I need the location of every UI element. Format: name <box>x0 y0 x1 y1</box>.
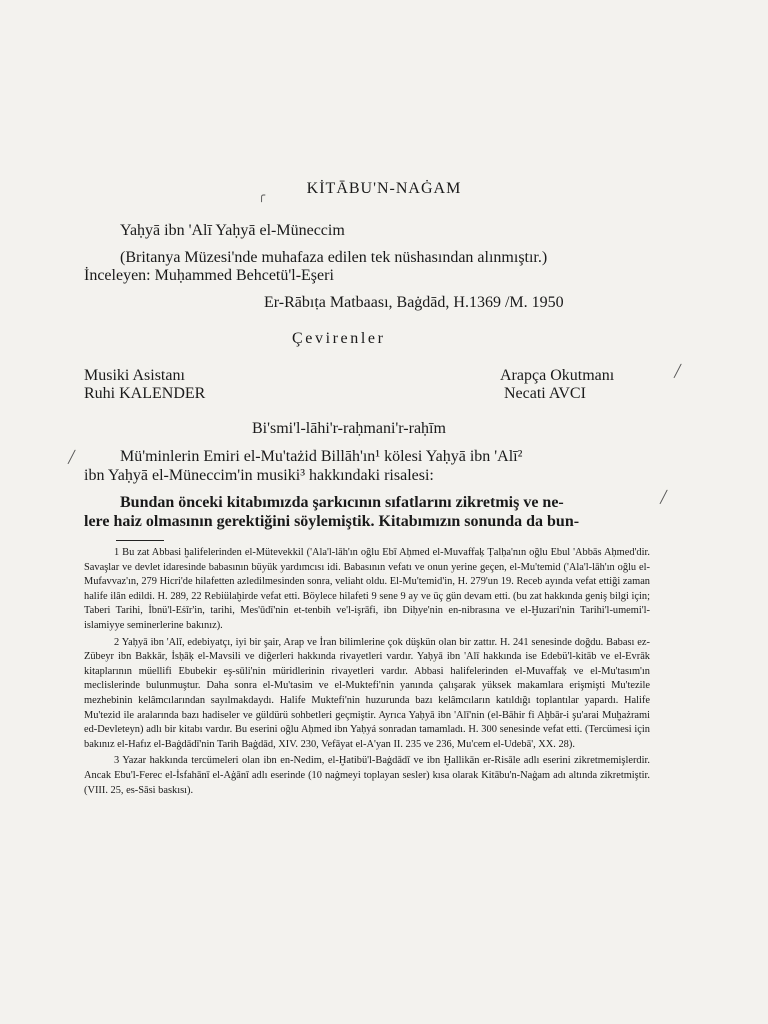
body-line-3: Bundan önceki kitabımızda şarkıcının sıfatlarını zikretmiş ve ne- <box>120 494 564 511</box>
translator-left-role: Musiki Asistanı <box>84 367 185 384</box>
basmala: Bi'smi'l-lāhi'r-raḥmani'r-raḥīm <box>252 420 446 437</box>
translator-right-name: Necati AVCI <box>504 385 586 402</box>
body-line-2: ibn Yaḥyā el-Müneccim'in musiki³ hakkındaki risalesi: <box>84 467 434 484</box>
publisher-line: Er-Rābıṭa Matbaası, Baġdād, H.1369 /M. 1950 <box>264 294 564 311</box>
pencil-mark: ╱ <box>674 364 682 378</box>
source-note: (Britanya Müzesi'nde muhafaza edilen tek nüshasından alınmıştır.) <box>120 249 548 266</box>
editor-line: İnceleyen: Muḥammed Behcetü'l-Eşeri <box>84 267 334 284</box>
footnote-rule <box>116 540 164 541</box>
body-line-4: lere haiz olmasının gerektiğini söylemiştik. Kitabımızın sonunda da bun- <box>84 513 580 530</box>
pencil-mark: ╭ <box>258 188 266 202</box>
footnote-3: 3 Yazar hakkında tercümeleri olan ibn en-Nedim, el-Ḫatibü'l-Baġdādī ve ibn Ḫallikān er-Risāle adlı eserini zikretmemişlerdir. Ancak Ebu'l-Ferec el-İsfahānī el-Aġānī adlı eserinde (10 naġmeyi toplayan sesler) kısa olarak Kitābu'n-Naġam adı altında zikretmiştir. (VIII. 25, es-Sāsi baskısı). <box>84 755 650 796</box>
pencil-mark: ╱ <box>660 490 668 504</box>
body-line-1: Mü'minlerin Emiri el-Mu'tażid Billāh'ın¹ kölesi Yaḥyā ibn 'Alī² <box>120 448 523 465</box>
book-title: KİTĀBU'N-NAĠAM <box>306 180 462 197</box>
footnote-1: 1 Bu zat Abbasi ḫalifelerinden el-Mütevekkil ('Ala'l-lāh'ın oğlu Ebī Aḥmed el-Muvaffaḳ Ṭalḥa'nın oğlu Ebul 'Abbās Aḥmed'dir. Savaşlar ve devlet idaresinde babasının büyük yardımcısı idi. Babasının vefatı ve onun yerine geçen, el-Mu'temid ('Ala'l-lāh'ın oğlu el-Mufavvaz'ın, 279 Hicri'de hilafetten azledilmesinden sonra, veliaht oldu. El-Mu'temid'in, H. 279'un 19. Receb ayında vefat ettiği zaman halife ilân edildi. H. 289, 22 Rebiülaḫirde vefat etti. Böylece hilafeti 9 sene 9 ay ve üç gün devam etti. (bu zat hakkında geniş bilgi için; Taberi Tarihi, İbnü'l-Eṡīr'in, tarihi, Mes'ūdī'nin et-tenbih ve'l-işrāfi, ibn Diḥye'nin en-nibrasına ve el-Ḫuzari'nin Tarihi'l-umemi'l-islamiyye seminerlerine bakınız). <box>84 547 650 631</box>
translators-heading: Çevirenler <box>292 330 386 347</box>
translator-left-name: Ruhi KALENDER <box>84 385 206 402</box>
pencil-mark: ╱ <box>68 450 76 464</box>
translator-right-role: Arapça Okutmanı <box>500 367 615 384</box>
footnote-2: 2 Yaḥyā ibn 'Alī, edebiyatçı, iyi bir şair, Arap ve İran bilimlerine çok düşkün olan bir zattır. H. 241 senesinde doğdu. Babası ez-Zübeyr ibn Bakkār, İsḥāḳ el-Mavsili ve diğerleri hakkında rivayetleri vardır. Yaḥyā ibn 'Alī hakkında ise Edebü'l-kitāb ve el-Evrāk kitaplarının müellifi Ebubekir eş-sūli'nin müridlerinin rivayetleri vardır. Abbasi halifelerinden el-Muvaffaḳ ve el-Mu'tasım'ın meclislerinde bulunmuştur. Daha sonra el-Mu'tasim ve el-Muktefi'nin yanında çalışarak yüksek makamlara erişmişti Mu'tezile mezhebinin kelâmcılarından sayılmakdaydı. Halife Muktefi'nin huzurunda bazı kelâmcıların katıldığı toplantılar yapardı. Halife Mu'tezid ile aralarında bazı hadiseler ve güldürü sohbetleri geçmiştir. Ayrıca Yaḥyā ibn 'Alī'nin (el-Bāhir fi Aḫbār-i şu'arai Muḫażrami ed-Devleteyn) adlı bir kitabı vardır. Bu eserini oğlu Aḥmed ibn Yaḥyá sonradan tamamladı. H. 300 senesinde vefat etti. (Tercümesi için bakınız el-Hafız el-Baġdādī'nin Tarih Baġdād, XIV. 230, Vefāyat el-A'yan II. 235 ve 236, Mu'cem el-Udebā', XX. 28). <box>84 636 650 750</box>
footnotes <box>84 546 650 798</box>
author-line: Yaḥyā ibn 'Alī Yaḥyā el-Müneccim <box>120 222 345 239</box>
